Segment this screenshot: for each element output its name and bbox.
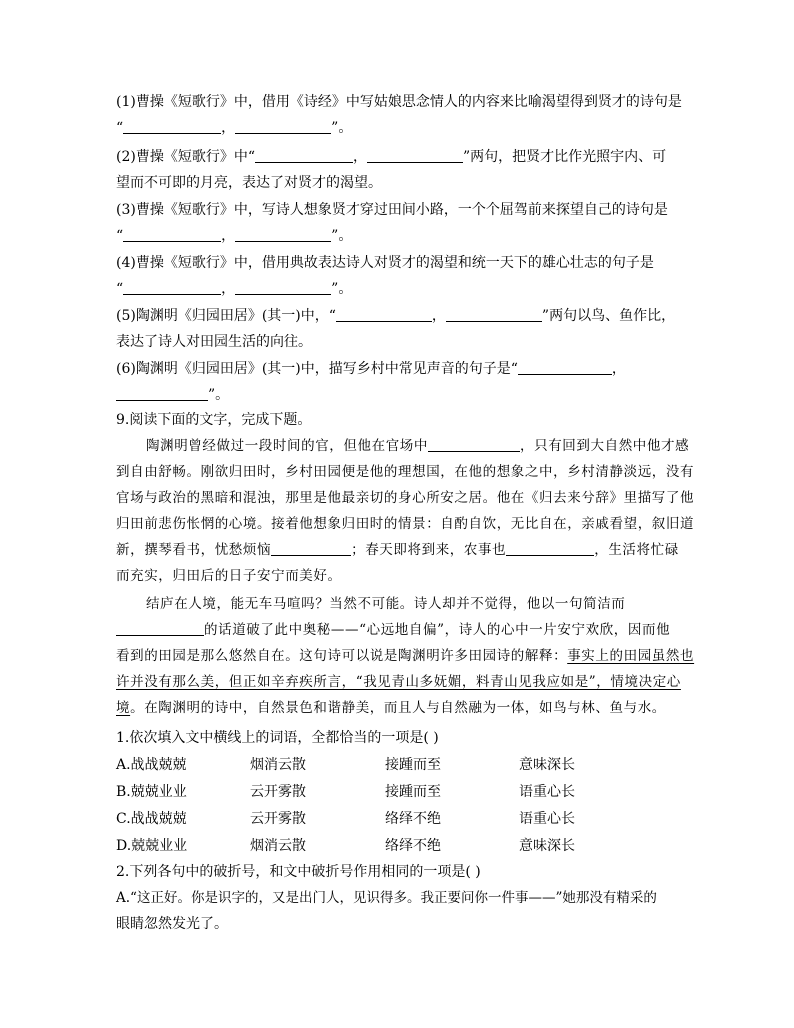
answer-blank[interactable] bbox=[367, 148, 463, 163]
q1-option-d[interactable]: D.兢兢业业 bbox=[116, 838, 188, 854]
q8-item-1-line-2: “ ， ”。 bbox=[116, 120, 353, 136]
q8-item-3-line-2: “ ， ”。 bbox=[116, 228, 353, 244]
answer-blank[interactable] bbox=[235, 227, 331, 242]
q8-item-6-line-2: ”。 bbox=[116, 385, 229, 405]
q1-stem: 1.依次填入文中横线上的词语，全都恰当的一项是( ) bbox=[116, 730, 439, 746]
q8-item-4-line-2: “ ， ”。 bbox=[116, 281, 353, 297]
q2-option-a-line-2: 眼睛忽然发光了。 bbox=[116, 916, 228, 932]
q8-item-3-line-1: (3)曹操《短歌行》中，写诗人想象贤才穿过田间小路，一个个屈驾前来探望自己的诗句是 bbox=[116, 202, 668, 218]
passage-p1-line-3: 官场与政治的黑暗和混浊，那里是他最亲切的身心所安之居。他在《归去来兮辞》里描写了他 bbox=[116, 490, 695, 506]
q1-option-b[interactable]: B.兢兢业业 bbox=[116, 784, 187, 800]
answer-blank[interactable] bbox=[116, 621, 204, 636]
q8-item-6-line-1: (6)陶渊明《归园田居》(其一)中，描写乡村中常见声音的句子是“ ， bbox=[116, 361, 626, 377]
answer-blank[interactable] bbox=[271, 541, 351, 556]
answer-blank[interactable] bbox=[116, 386, 208, 401]
answer-blank[interactable] bbox=[255, 148, 353, 163]
q8-item-5-line-1: (5)陶渊明《归园田居》(其一)中，“ ， ”两句以鸟、鱼作比， bbox=[116, 308, 676, 324]
answer-blank[interactable] bbox=[506, 541, 594, 556]
q1-option-d-word-3: 络绎不绝 bbox=[385, 838, 441, 854]
q1-option-a-word-2: 烟消云散 bbox=[250, 757, 306, 773]
q2-stem: 2.下列各句中的破折号，和文中破折号作用相同的一项是( ) bbox=[116, 864, 481, 880]
answer-blank[interactable] bbox=[428, 437, 520, 452]
underlined-text: 许并没有那么美，但正如辛弃疾所言，“我见青山多妩媚，料青山见我应如是”，情境决定心 bbox=[116, 674, 681, 690]
passage-p1-line-6: 而充实，归田后的日子安宁而美好。 bbox=[116, 568, 342, 584]
answer-blank[interactable] bbox=[336, 307, 432, 322]
answer-blank[interactable] bbox=[123, 227, 221, 242]
q1-option-c-word-4: 语重心长 bbox=[519, 811, 575, 827]
q1-option-c-word-3: 络绎不绝 bbox=[385, 811, 441, 827]
q1-option-b-word-3: 接踵而至 bbox=[385, 784, 441, 800]
passage-p1-line-5: 新，撰琴看书，忧愁烦恼 ；春天即将到来，农事也 ，生活将忙碌 bbox=[116, 542, 679, 558]
passage-p2-line-5: 境。在陶渊明的诗中，自然景色和谐静美，而且人与自然融为一体，如鸟与林、鱼与水。 bbox=[116, 700, 666, 716]
q1-option-c[interactable]: C.战战兢兢 bbox=[116, 811, 187, 827]
q9-title: 9.阅读下面的文字，完成下题。 bbox=[116, 412, 312, 428]
q1-option-b-word-2: 云开雾散 bbox=[250, 784, 306, 800]
answer-blank[interactable] bbox=[235, 280, 331, 295]
q1-option-a[interactable]: A.战战兢兢 bbox=[116, 757, 187, 773]
q1-option-d-word-4: 意味深长 bbox=[519, 838, 575, 854]
q8-item-5-line-2: 表达了诗人对田园生活的向往。 bbox=[116, 334, 312, 350]
underlined-text: 事实上的田园虽然也 bbox=[567, 648, 695, 664]
passage-p1-line-1: 陶渊明曾经做过一段时间的官，但他在官场中 ，只有回到大自然中他才感 bbox=[146, 438, 690, 454]
passage-p2-line-2: 的话道破了此中奥秘——“心远地自偏”，诗人的心中一片安宁欢欣，因而他 bbox=[116, 620, 670, 640]
passage-p2-line-3: 看到的田园是那么悠然自在。这句诗可以说是陶渊明许多田园诗的解释：事实上的田园虽然也 bbox=[116, 648, 695, 664]
q8-item-2-line-1: (2)曹操《短歌行》中“ ， ”两句，把贤才比作光照宇内、可 bbox=[116, 149, 667, 165]
answer-blank[interactable] bbox=[123, 280, 221, 295]
q1-option-b-word-4: 语重心长 bbox=[519, 784, 575, 800]
underlined-text: 境 bbox=[116, 700, 131, 716]
q8-item-4-line-1: (4)曹操《短歌行》中，借用典故表达诗人对贤才的渴望和统一天下的雄心壮志的句子是 bbox=[116, 255, 654, 271]
answer-blank[interactable] bbox=[235, 119, 331, 134]
q2-option-a-line-1[interactable]: A.“这正好。你是识字的，又是出门人，见识得多。我正要问你一件事——”她那没有精采的 bbox=[116, 890, 657, 906]
passage-p2-line-4 bbox=[116, 672, 681, 692]
answer-blank[interactable] bbox=[446, 307, 542, 322]
q1-option-c-word-2: 云开雾散 bbox=[250, 811, 306, 827]
passage-p2-line-1: 结庐在人境，能无车马喧吗？当然不可能。诗人却并不觉得，他以一句简洁而 bbox=[146, 596, 626, 612]
passage-p1-line-2: 到自由舒畅。刚欲归田时，乡村田园便是他的理想国，在他的想象之中，乡村清静淡远，没有 bbox=[116, 464, 695, 480]
answer-blank[interactable] bbox=[123, 119, 221, 134]
q8-item-2-line-2: 望而不可即的月亮，表达了对贤才的渴望。 bbox=[116, 175, 382, 191]
answer-blank[interactable] bbox=[518, 360, 612, 375]
passage-p1-line-4: 归田前悲伤怅惘的心境。接着他想象归田时的情景：自酌自饮，无比自在，亲戚看望，叙旧道 bbox=[116, 516, 695, 532]
q1-option-a-word-3: 接踵而至 bbox=[385, 757, 441, 773]
q8-item-1-line-1: (1)曹操《短歌行》中，借用《诗经》中写姑娘思念情人的内容来比喻渴望得到贤才的诗句是 bbox=[116, 94, 682, 110]
q1-option-d-word-2: 烟消云散 bbox=[250, 838, 306, 854]
q1-option-a-word-4: 意味深长 bbox=[519, 757, 575, 773]
